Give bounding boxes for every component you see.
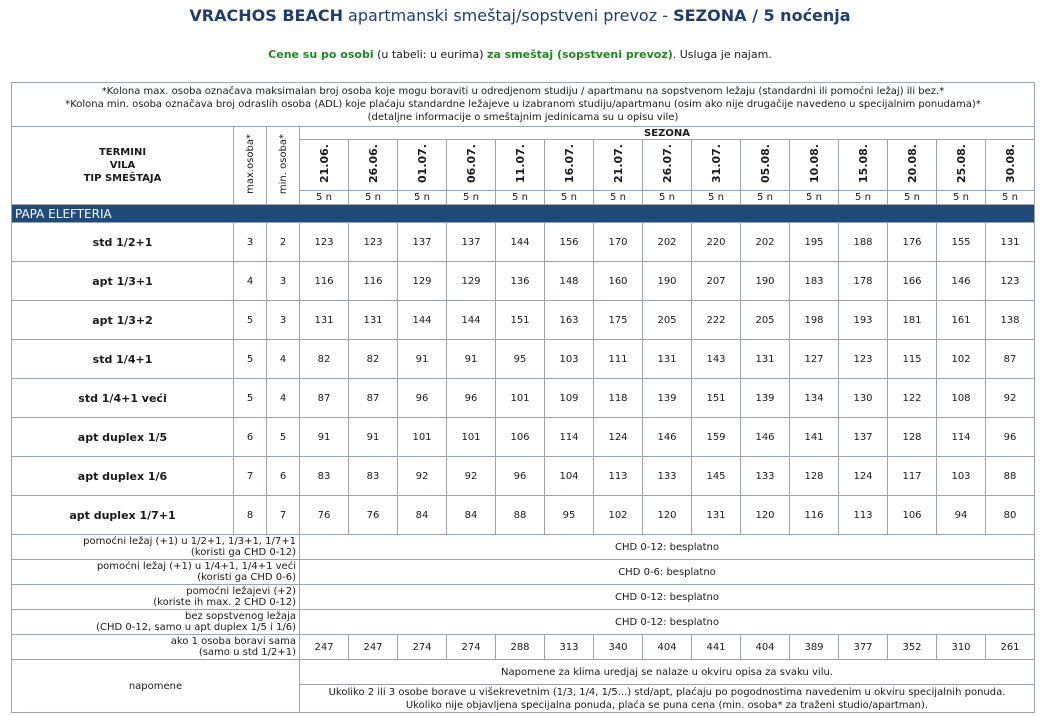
price-cell: 131 — [986, 223, 1035, 262]
price-cell: 222 — [692, 301, 741, 340]
price-cell: 198 — [790, 301, 839, 340]
price-cell: 114 — [937, 418, 986, 457]
price-cell: 146 — [643, 418, 692, 457]
price-cell: 151 — [692, 379, 741, 418]
table-row — [12, 340, 1035, 379]
extra-bed-row — [12, 610, 1035, 635]
single-price-cell: 310 — [937, 635, 986, 660]
villa-section — [12, 205, 1035, 223]
price-cell: 131 — [741, 340, 790, 379]
single-line-2: (samo u std 1/2+1) — [198, 647, 296, 658]
single-price-cell: 404 — [643, 635, 692, 660]
extra-bed-line-2: (koristi ga CHD 0-12) — [190, 547, 296, 558]
price-cell: 91 — [300, 418, 349, 457]
price-cell: 109 — [545, 379, 594, 418]
price-cell: 202 — [741, 223, 790, 262]
price-cell: 202 — [643, 223, 692, 262]
nights-cell: 5 n — [888, 190, 937, 204]
date-header-cell — [496, 140, 545, 191]
price-cell: 96 — [447, 379, 496, 418]
unit-type: apt 1/3+1 — [12, 262, 234, 301]
date-header-cell — [349, 140, 398, 191]
nights-cell: 5 n — [643, 190, 692, 204]
price-cell: 124 — [594, 418, 643, 457]
table-row — [12, 418, 1035, 457]
nights-cell: 5 n — [496, 190, 545, 204]
price-cell: 188 — [839, 223, 888, 262]
price-cell: 178 — [839, 262, 888, 301]
date-header-cell — [692, 140, 741, 191]
single-line-1: ako 1 osoba boravi sama — [170, 636, 296, 647]
napomene-line-2b: Ukoliko nije objavljena specijalna ponuda, plaća se puna cena (min. osoba* za traženi studio/apartman). — [405, 699, 929, 711]
min-persons-cell: 3 — [267, 301, 300, 340]
subtitle-part3: za smeštaj (sopstveni prevoz) — [487, 48, 673, 61]
price-cell: 88 — [496, 496, 545, 535]
date-label: 01.07. — [415, 143, 429, 183]
price-cell: 220 — [692, 223, 741, 262]
price-cell: 87 — [300, 379, 349, 418]
price-cell: 84 — [447, 496, 496, 535]
date-label: 10.08. — [807, 143, 821, 183]
extra-bed-label — [12, 585, 300, 610]
date-header-cell — [545, 140, 594, 191]
price-cell: 207 — [692, 262, 741, 301]
extra-bed-value: CHD 0-12: besplatno — [300, 585, 1035, 610]
header-termini-label: TERMINI — [98, 147, 147, 158]
price-cell: 138 — [986, 301, 1035, 340]
price-cell: 127 — [790, 340, 839, 379]
price-cell: 131 — [643, 340, 692, 379]
date-header-cell — [986, 140, 1035, 191]
table-row — [12, 457, 1035, 496]
price-cell: 156 — [545, 223, 594, 262]
extra-bed-row — [12, 535, 1035, 560]
price-cell: 133 — [741, 457, 790, 496]
header-min-persons — [267, 127, 300, 205]
single-price-cell: 313 — [545, 635, 594, 660]
table-row — [12, 301, 1035, 340]
min-persons-cell: 3 — [267, 262, 300, 301]
price-cell: 129 — [398, 262, 447, 301]
date-label: 11.07. — [513, 143, 527, 183]
unit-type: std 1/4+1 — [12, 340, 234, 379]
extra-bed-line-1: pomoćni ležaj (+1) u 1/4+1, 1/4+1 veći — [96, 561, 296, 572]
price-cell: 82 — [349, 340, 398, 379]
price-cell: 96 — [398, 379, 447, 418]
notes-line-1: *Kolona max. osoba označava maksimalan broj osoba koje mogu boraviti u odredjenom studiju / apartmanu na sopstvenom ležaju (standardni ili pomoćni ležaj) ili bez.* — [101, 86, 945, 97]
subtitle-part1: Cene su po osobi — [268, 48, 374, 61]
nights-cell: 5 n — [839, 190, 888, 204]
date-label: 26.06. — [366, 143, 380, 183]
max-persons-cell: 5 — [234, 340, 267, 379]
date-header-cell — [398, 140, 447, 191]
price-cell: 166 — [888, 262, 937, 301]
price-cell: 181 — [888, 301, 937, 340]
price-cell: 120 — [643, 496, 692, 535]
napomene-line-2 — [300, 685, 1035, 713]
unit-type: apt duplex 1/5 — [12, 418, 234, 457]
price-cell: 87 — [986, 340, 1035, 379]
date-label: 20.08. — [905, 143, 919, 183]
price-cell: 118 — [594, 379, 643, 418]
header-min-label: min. osoba* — [277, 133, 289, 195]
unit-type: apt duplex 1/7+1 — [12, 496, 234, 535]
single-occupancy-row — [12, 635, 1035, 660]
date-label: 30.08. — [1003, 143, 1017, 183]
price-cell: 91 — [398, 340, 447, 379]
price-cell: 148 — [545, 262, 594, 301]
price-cell: 103 — [545, 340, 594, 379]
date-label: 21.07. — [611, 143, 625, 183]
price-cell: 123 — [349, 223, 398, 262]
extra-bed-line-2: (koristi ga CHD 0-6) — [197, 572, 296, 583]
price-cell: 95 — [496, 340, 545, 379]
single-price-cell: 404 — [741, 635, 790, 660]
price-cell: 190 — [643, 262, 692, 301]
nights-cell: 5 n — [545, 190, 594, 204]
price-cell: 120 — [741, 496, 790, 535]
notes-header — [12, 83, 1035, 127]
price-cell: 124 — [839, 457, 888, 496]
table-row — [12, 496, 1035, 535]
price-cell: 128 — [790, 457, 839, 496]
napomene-line-2a: Ukoliko 2 ili 3 osobe borave u višekrevetnim (1/3, 1/4, 1/5...) std/apt, plaćaju po pogodnostima navedenim u okviru specijalnih ponuda. — [328, 686, 1006, 698]
nights-cell: 5 n — [790, 190, 839, 204]
extra-bed-label — [12, 610, 300, 635]
header-tip-label: TIP SMEŠTAJA — [83, 173, 162, 184]
price-cell: 96 — [496, 457, 545, 496]
date-header-cell — [300, 140, 349, 191]
price-cell: 102 — [594, 496, 643, 535]
price-cell: 123 — [986, 262, 1035, 301]
price-cell: 129 — [447, 262, 496, 301]
price-cell: 146 — [741, 418, 790, 457]
price-cell: 113 — [839, 496, 888, 535]
price-cell: 116 — [790, 496, 839, 535]
price-cell: 205 — [643, 301, 692, 340]
price-cell: 106 — [496, 418, 545, 457]
date-label: 21.06. — [317, 143, 331, 183]
price-cell: 193 — [839, 301, 888, 340]
date-header-cell — [643, 140, 692, 191]
extra-bed-value: CHD 0-12: besplatno — [300, 535, 1035, 560]
price-cell: 128 — [888, 418, 937, 457]
price-cell: 102 — [937, 340, 986, 379]
table-row — [12, 223, 1035, 262]
price-table — [11, 82, 1035, 713]
unit-rows — [12, 223, 1035, 535]
extra-bed-value: CHD 0-12: besplatno — [300, 610, 1035, 635]
price-cell: 133 — [643, 457, 692, 496]
price-cell: 84 — [398, 496, 447, 535]
max-persons-cell: 5 — [234, 379, 267, 418]
max-persons-cell: 8 — [234, 496, 267, 535]
date-header-cell — [937, 140, 986, 191]
price-cell: 80 — [986, 496, 1035, 535]
price-cell: 122 — [888, 379, 937, 418]
price-cell: 82 — [300, 340, 349, 379]
price-cell: 83 — [300, 457, 349, 496]
date-header-cell — [839, 140, 888, 191]
price-cell: 113 — [594, 457, 643, 496]
date-header-cell — [790, 140, 839, 191]
date-header-cell — [888, 140, 937, 191]
price-cell: 137 — [447, 223, 496, 262]
price-cell: 114 — [545, 418, 594, 457]
price-cell: 145 — [692, 457, 741, 496]
min-persons-cell: 6 — [267, 457, 300, 496]
page-subtitle — [0, 48, 1040, 61]
max-persons-cell: 4 — [234, 262, 267, 301]
price-cell: 92 — [986, 379, 1035, 418]
price-cell: 116 — [349, 262, 398, 301]
date-label: 16.07. — [562, 143, 576, 183]
single-price-cell: 441 — [692, 635, 741, 660]
price-cell: 101 — [496, 379, 545, 418]
hotel-name: VRACHOS BEACH — [189, 6, 343, 25]
price-cell: 108 — [937, 379, 986, 418]
price-cell: 103 — [937, 457, 986, 496]
price-cell: 137 — [839, 418, 888, 457]
price-cell: 144 — [447, 301, 496, 340]
min-persons-cell: 7 — [267, 496, 300, 535]
price-cell: 131 — [300, 301, 349, 340]
single-price-cell: 377 — [839, 635, 888, 660]
date-header-cell — [741, 140, 790, 191]
extra-bed-line-1: pomoćni ležaj (+1) u 1/2+1, 1/3+1, 1/7+1 — [83, 536, 296, 547]
price-cell: 76 — [300, 496, 349, 535]
unit-type: std 1/2+1 — [12, 223, 234, 262]
single-price-cell: 389 — [790, 635, 839, 660]
single-price-cell: 261 — [986, 635, 1035, 660]
header-sezona: SEZONA — [300, 127, 1035, 140]
price-cell: 96 — [986, 418, 1035, 457]
date-label: 15.08. — [856, 143, 870, 183]
extra-bed-line-2: (CHD 0-12, samo u apt duplex 1/5 i 1/6) — [96, 622, 296, 633]
price-cell: 190 — [741, 262, 790, 301]
price-cell: 111 — [594, 340, 643, 379]
nights-cell: 5 n — [300, 190, 349, 204]
max-persons-cell: 5 — [234, 301, 267, 340]
single-price-cell: 340 — [594, 635, 643, 660]
price-cell: 91 — [349, 418, 398, 457]
price-cell: 123 — [839, 340, 888, 379]
price-cell: 131 — [692, 496, 741, 535]
extra-bed-label — [12, 535, 300, 560]
price-cell: 101 — [447, 418, 496, 457]
header-termini — [12, 127, 234, 205]
price-cell: 117 — [888, 457, 937, 496]
single-price-cell: 247 — [300, 635, 349, 660]
price-cell: 195 — [790, 223, 839, 262]
page-title — [0, 6, 1040, 25]
subtitle-part2: (u tabeli: u eurima) — [373, 48, 487, 61]
header-max-label: max.osoba* — [244, 134, 256, 194]
single-price-cell: 274 — [447, 635, 496, 660]
season-title: SEZONA / 5 noćenja — [673, 6, 851, 25]
extra-bed-row — [12, 585, 1035, 610]
single-price-cell: 274 — [398, 635, 447, 660]
date-header-cell — [447, 140, 496, 191]
price-cell: 146 — [937, 262, 986, 301]
price-cell: 139 — [741, 379, 790, 418]
single-price-cell: 288 — [496, 635, 545, 660]
min-persons-cell: 4 — [267, 379, 300, 418]
price-cell: 176 — [888, 223, 937, 262]
nights-cell: 5 n — [349, 190, 398, 204]
extra-rows — [12, 535, 1035, 635]
price-cell: 151 — [496, 301, 545, 340]
date-label: 25.08. — [954, 143, 968, 183]
price-cell: 137 — [398, 223, 447, 262]
price-cell: 104 — [545, 457, 594, 496]
napomene-label: napomene — [12, 660, 300, 713]
price-cell: 163 — [545, 301, 594, 340]
unit-type: apt duplex 1/6 — [12, 457, 234, 496]
max-persons-cell: 3 — [234, 223, 267, 262]
notes-line-3: (detaljne informacije o smeštajnim jedinicama su u opisu vile) — [367, 112, 679, 123]
extra-bed-line-2: (koriste ih max. 2 CHD 0-12) — [153, 597, 296, 608]
price-cell: 143 — [692, 340, 741, 379]
price-cell: 94 — [937, 496, 986, 535]
header-max-persons — [234, 127, 267, 205]
price-cell: 131 — [349, 301, 398, 340]
price-cell: 144 — [496, 223, 545, 262]
max-persons-cell: 6 — [234, 418, 267, 457]
price-cell: 134 — [790, 379, 839, 418]
min-persons-cell: 4 — [267, 340, 300, 379]
price-cell: 159 — [692, 418, 741, 457]
date-label: 06.07. — [464, 143, 478, 183]
price-cell: 88 — [986, 457, 1035, 496]
unit-type: std 1/4+1 veći — [12, 379, 234, 418]
price-cell: 91 — [447, 340, 496, 379]
notes-line-2: *Kolona min. osoba označava broj odraslih osoba (ADL) koje plaćaju standardne ležajeve u izabranom studiju/apartmanu (osim ako nije drugačije navedeno u specijalnim ponudama)* — [65, 99, 981, 110]
single-occupancy-label — [12, 635, 300, 660]
price-cell: 139 — [643, 379, 692, 418]
nights-cell: 5 n — [937, 190, 986, 204]
extra-bed-line-1: pomoćni ležajevi (+2) — [186, 586, 296, 597]
nights-cell: 5 n — [594, 190, 643, 204]
date-label: 05.08. — [758, 143, 772, 183]
extra-bed-row — [12, 560, 1035, 585]
villa-name: PAPA ELEFTERIA — [12, 205, 1035, 223]
title-middle: apartmanski smeštaj/sopstveni prevoz - — [342, 6, 674, 25]
price-cell: 160 — [594, 262, 643, 301]
price-cell: 106 — [888, 496, 937, 535]
price-cell: 115 — [888, 340, 937, 379]
nights-cell: 5 n — [447, 190, 496, 204]
header-vila-label: VILA — [109, 160, 136, 171]
price-cell: 83 — [349, 457, 398, 496]
date-label: 26.07. — [660, 143, 674, 183]
price-cell: 130 — [839, 379, 888, 418]
price-cell: 155 — [937, 223, 986, 262]
min-persons-cell: 2 — [267, 223, 300, 262]
price-cell: 116 — [300, 262, 349, 301]
nights-cell: 5 n — [741, 190, 790, 204]
price-cell: 87 — [349, 379, 398, 418]
price-cell: 170 — [594, 223, 643, 262]
price-cell: 92 — [447, 457, 496, 496]
price-cell: 76 — [349, 496, 398, 535]
price-cell: 92 — [398, 457, 447, 496]
table-row — [12, 262, 1035, 301]
price-cell: 95 — [545, 496, 594, 535]
price-cell: 123 — [300, 223, 349, 262]
max-persons-cell: 7 — [234, 457, 267, 496]
date-label: 31.07. — [709, 143, 723, 183]
extra-bed-value: CHD 0-6: besplatno — [300, 560, 1035, 585]
price-cell: 141 — [790, 418, 839, 457]
date-header-cell — [594, 140, 643, 191]
price-cell: 183 — [790, 262, 839, 301]
price-cell: 205 — [741, 301, 790, 340]
napomene-line-1: Napomene za klima uredjaj se nalaze u okviru opisa za svaku vilu. — [300, 660, 1035, 685]
nights-cell: 5 n — [692, 190, 741, 204]
nights-cell: 5 n — [398, 190, 447, 204]
min-persons-cell: 5 — [267, 418, 300, 457]
single-price-cell: 352 — [888, 635, 937, 660]
price-cell: 144 — [398, 301, 447, 340]
table-row — [12, 379, 1035, 418]
price-cell: 175 — [594, 301, 643, 340]
extra-bed-line-1: bez sopstvenog ležaja — [184, 611, 296, 622]
subtitle-part4: . Usluga je najam. — [672, 48, 772, 61]
price-cell: 101 — [398, 418, 447, 457]
extra-bed-label — [12, 560, 300, 585]
nights-cell: 5 n — [986, 190, 1035, 204]
price-cell: 136 — [496, 262, 545, 301]
price-cell: 161 — [937, 301, 986, 340]
single-price-cell: 247 — [349, 635, 398, 660]
unit-type: apt 1/3+2 — [12, 301, 234, 340]
